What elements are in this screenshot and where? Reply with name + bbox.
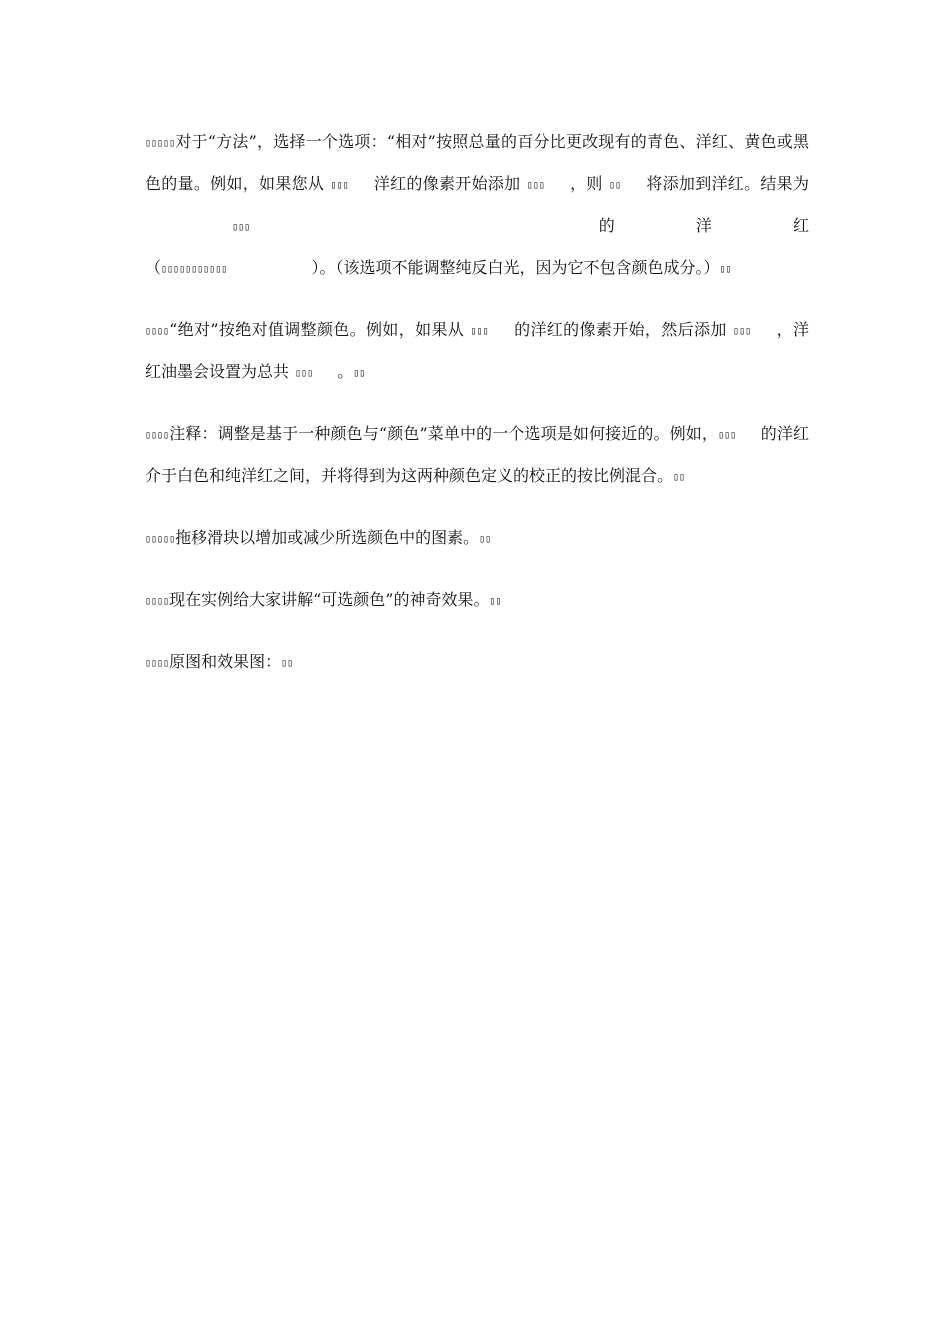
missing-glyph-run: ▯▯▯▯▯ (145, 534, 176, 545)
missing-glyph-run: ▯▯ (602, 180, 647, 191)
paragraph-method (145, 122, 809, 290)
paragraph-text: “绝对”按绝对值调整颜色。例如，如果从 (169, 320, 465, 339)
paragraph-images-caption (145, 642, 809, 684)
paragraph-text: 原图和效果图： (169, 652, 282, 671)
missing-glyph-run: ▯▯ (489, 596, 502, 607)
paragraph-text: 洋红的像素开始添加 (373, 174, 521, 193)
paragraph-text: 的洋红（ (145, 216, 809, 277)
missing-glyph-run: ▯▯▯ (145, 222, 599, 233)
missing-glyph-run: ▯▯▯ (520, 180, 571, 191)
document-body (145, 122, 809, 704)
paragraph-text: 对于“方法”，选择一个选项：“相对”按照总量的百分比更改现有的青色、洋红、黄色或黑色的量。例如，如果您从 (145, 132, 809, 193)
missing-glyph-run: ▯▯▯▯▯▯▯▯▯▯▯ (161, 264, 312, 275)
paragraph-text: 的洋红介于白色和纯洋红之间，并将得到为这两种颜色定义的校正的按比例混合。 (145, 424, 809, 485)
paragraph-text: 将添加到洋红。结果为 (646, 174, 809, 193)
paragraph-note (145, 414, 809, 498)
missing-glyph-run: ▯▯▯ (324, 180, 374, 191)
missing-glyph-run: ▯▯ (479, 534, 492, 545)
paragraph-text: ）。（该选项不能调整纯反白光，因为它不包含颜色成分。） (311, 258, 720, 277)
paragraph-text: ，则 (570, 174, 603, 193)
missing-glyph-run: ▯▯▯ (718, 430, 761, 441)
missing-glyph-run: ▯▯▯ (464, 326, 515, 337)
paragraph-text: 现在实例给大家讲解“可选颜色”的神奇效果。 (169, 590, 490, 609)
missing-glyph-run: ▯▯▯▯ (145, 658, 170, 669)
missing-glyph-run: ▯▯ (353, 368, 366, 379)
paragraph-text: 。 (337, 362, 354, 381)
paragraph-absolute (145, 310, 809, 394)
missing-glyph-run: ▯▯ (281, 658, 294, 669)
paragraph-example-intro (145, 580, 809, 622)
missing-glyph-run: ▯▯▯▯▯ (145, 138, 176, 149)
paragraph-text: ，洋红油墨会设置为总共 (145, 320, 809, 381)
paragraph-text: 注释：调整是基于一种颜色与“颜色”菜单中的一个选项是如何接近的。例如， (169, 424, 719, 443)
missing-glyph-run: ▯▯▯ (726, 326, 777, 337)
paragraph-text: 的洋红的像素开始，然后添加 (514, 320, 727, 339)
missing-glyph-run: ▯▯▯▯ (145, 430, 170, 441)
paragraph-text: 拖移滑块以增加或减少所选颜色中的图素。 (175, 528, 480, 547)
missing-glyph-run: ▯▯▯ (289, 368, 338, 379)
missing-glyph-run: ▯▯▯▯ (145, 326, 170, 337)
missing-glyph-run: ▯▯▯▯ (145, 596, 170, 607)
missing-glyph-run: ▯▯ (673, 472, 686, 483)
paragraph-slider (145, 518, 809, 560)
missing-glyph-run: ▯▯ (719, 264, 732, 275)
